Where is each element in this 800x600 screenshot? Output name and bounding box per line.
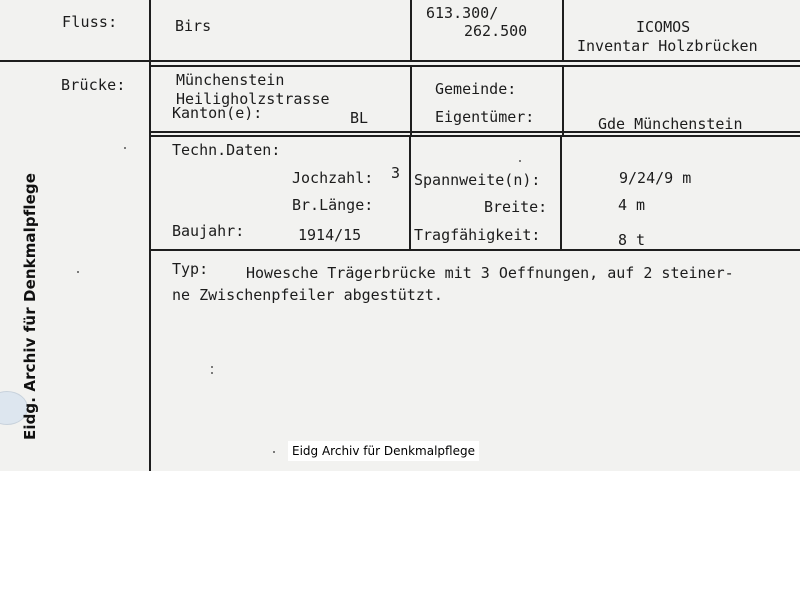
tragfaehigkeit-value: 8 t: [618, 231, 646, 249]
ink-speck: [77, 271, 79, 273]
kanton-label: Kanton(e):: [172, 104, 263, 122]
org-line2: Inventar Holzbrücken: [577, 37, 758, 55]
rule-bridge-mid: [410, 65, 412, 135]
tragfaehigkeit-label: Tragfähigkeit:: [414, 226, 541, 244]
ink-speck: [124, 147, 126, 149]
bridge-name-line2: Heiligholzstrasse: [176, 90, 330, 108]
archive-stamp: Eidg. Archiv für Denkmalpflege: [21, 173, 39, 440]
rule-header-right: [562, 0, 564, 61]
bruecke-label: Brücke:: [61, 76, 126, 94]
tech-heading: Techn.Daten:: [172, 141, 281, 159]
rule-left-column: [149, 0, 151, 471]
rule-header-mid: [410, 0, 412, 61]
rule-tech-right: [560, 135, 562, 251]
eigentuemer-value: Gde Münchenstein: [598, 115, 743, 133]
jochzahl-value: 3: [391, 164, 401, 182]
breite-label: Breite:: [484, 198, 548, 216]
bridge-name-line1: Münchenstein: [176, 71, 285, 89]
typ-description-line2: ne Zwischenpfeiler abgestützt.: [172, 286, 443, 304]
laenge-label: Br.Länge:: [292, 196, 374, 214]
rule-tech-top: [149, 135, 800, 137]
rule-tech-bottom: [149, 249, 800, 251]
breite-value: 4 m: [618, 196, 646, 214]
kanton-value: BL: [350, 109, 369, 127]
org-line1: ICOMOS: [636, 18, 691, 36]
rule-bridge-right: [562, 65, 564, 135]
baujahr-label: Baujahr:: [172, 222, 245, 240]
gemeinde-label: Gemeinde:: [435, 80, 517, 98]
coordinates-line2: 262.500: [464, 22, 528, 40]
baujahr-value: 1914/15: [298, 226, 362, 244]
typ-description-line1: Howesche Trägerbrücke mit 3 Oeffnungen, auf 2 steiner-: [246, 264, 734, 282]
spannweite-label: Spannweite(n):: [414, 171, 541, 189]
spannweite-value: 9/24/9 m: [619, 169, 692, 187]
caption-dot: [273, 451, 275, 453]
coordinates-line1: 613.300/: [426, 4, 499, 22]
rule-bridge-top: [149, 65, 800, 67]
fluss-value: Birs: [175, 17, 212, 35]
ink-speck: [211, 366, 213, 368]
eigentuemer-label: Eigentümer:: [435, 108, 535, 126]
jochzahl-label: Jochzahl:: [292, 169, 374, 187]
typ-label: Typ:: [172, 260, 209, 278]
image-caption: Eidg Archiv für Denkmalpflege: [288, 441, 479, 461]
ink-speck: [211, 372, 213, 374]
rule-tech-mid: [409, 135, 411, 251]
rule-top-section: [0, 60, 800, 62]
fluss-label: Fluss:: [62, 13, 118, 31]
ink-speck: [519, 160, 521, 162]
